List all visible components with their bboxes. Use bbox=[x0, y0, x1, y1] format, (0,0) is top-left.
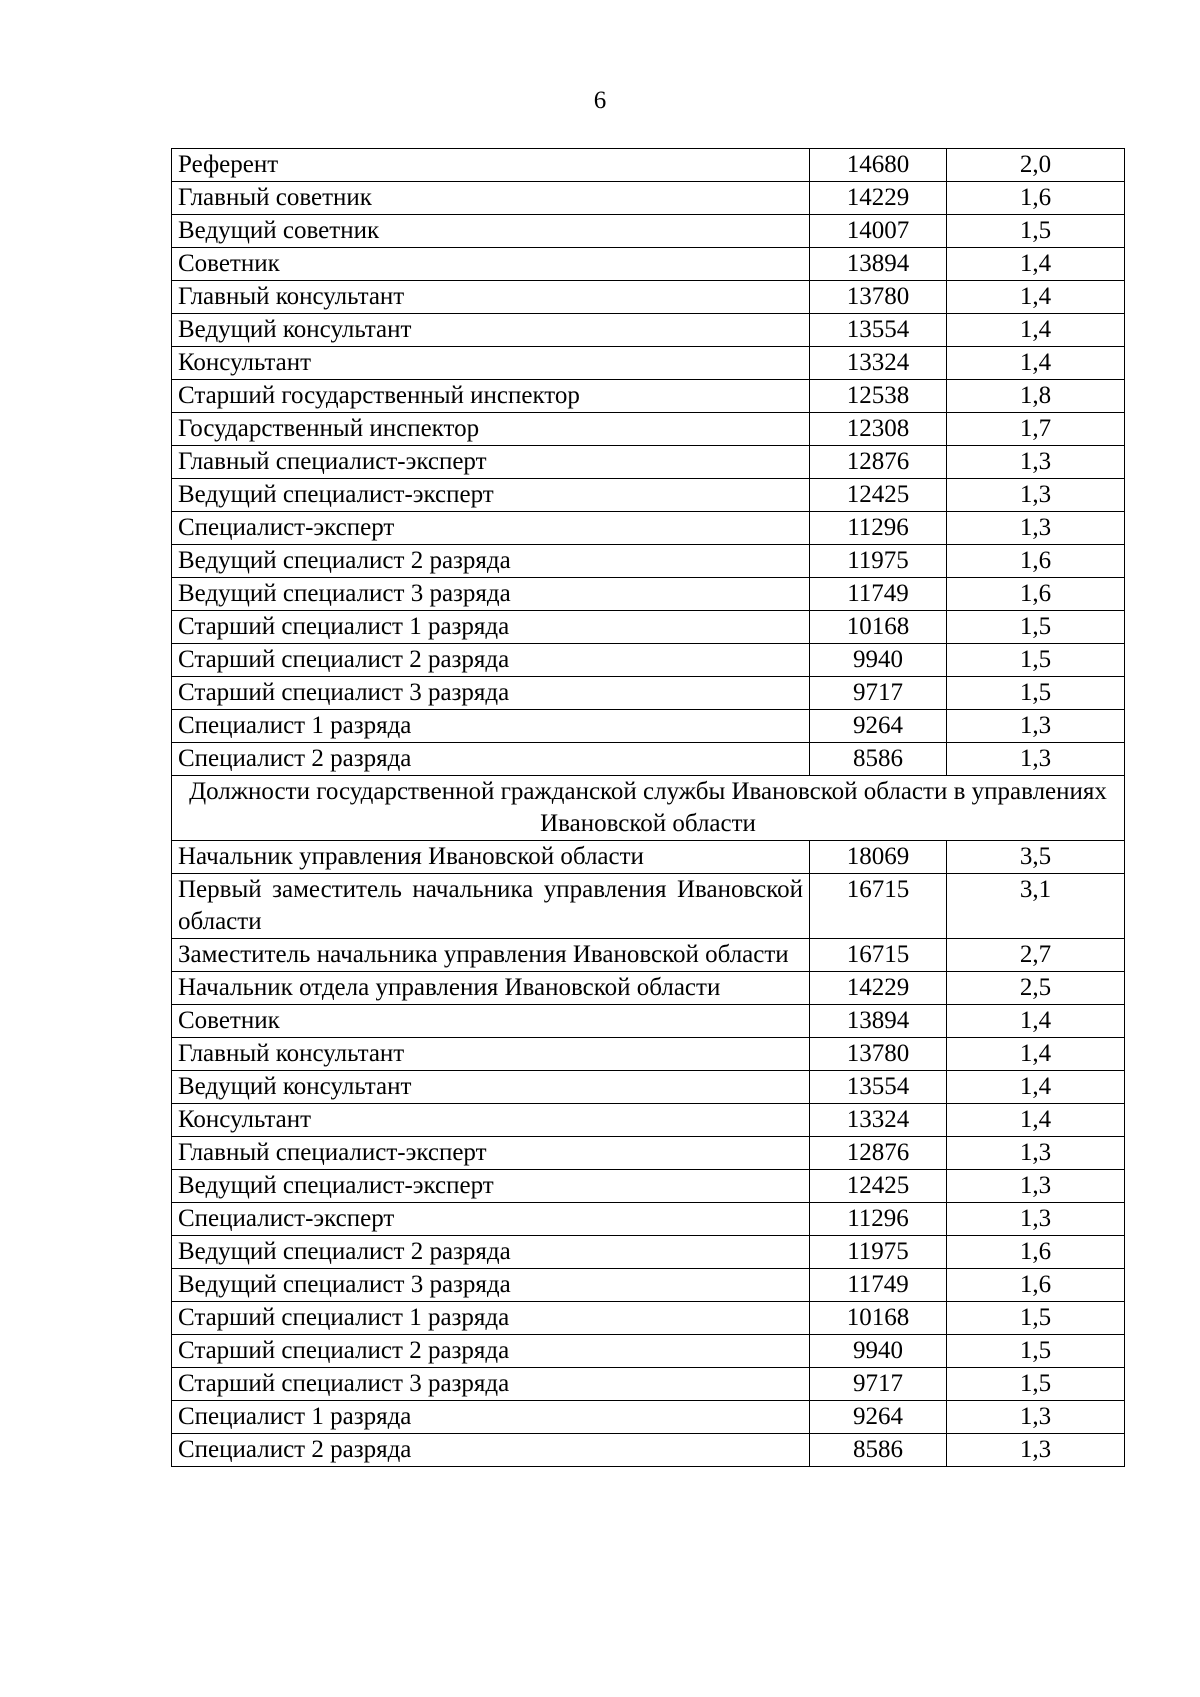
salary-cell: 14007 bbox=[810, 215, 947, 248]
position-cell: Ведущий специалист-эксперт bbox=[172, 1170, 810, 1203]
salary-cell: 12425 bbox=[810, 1170, 947, 1203]
position-cell: Старший специалист 2 разряда bbox=[172, 644, 810, 677]
table-row bbox=[172, 380, 1125, 413]
salary-cell: 12425 bbox=[810, 479, 947, 512]
table-row bbox=[172, 841, 1125, 874]
position-cell: Главный консультант bbox=[172, 281, 810, 314]
table-row bbox=[172, 182, 1125, 215]
table-row bbox=[172, 314, 1125, 347]
coefficient-cell: 1,6 bbox=[947, 182, 1125, 215]
section-header-row bbox=[172, 776, 1125, 841]
positions-table-bottom bbox=[172, 841, 1125, 1467]
table-row bbox=[172, 1434, 1125, 1467]
salary-cell: 11975 bbox=[810, 1236, 947, 1269]
salary-cell: 9717 bbox=[810, 677, 947, 710]
position-cell: Ведущий консультант bbox=[172, 314, 810, 347]
page-number: 6 bbox=[593, 87, 607, 114]
table-row bbox=[172, 644, 1125, 677]
salary-cell: 11296 bbox=[810, 512, 947, 545]
coefficient-cell: 1,5 bbox=[947, 611, 1125, 644]
position-cell: Государственный инспектор bbox=[172, 413, 810, 446]
table-row bbox=[172, 149, 1125, 182]
salary-cell: 14229 bbox=[810, 182, 947, 215]
position-cell: Главный консультант bbox=[172, 1038, 810, 1071]
salary-cell: 13554 bbox=[810, 314, 947, 347]
coefficient-cell: 1,5 bbox=[947, 1368, 1125, 1401]
salary-cell: 11749 bbox=[810, 578, 947, 611]
table-row bbox=[172, 1170, 1125, 1203]
table-row bbox=[172, 710, 1125, 743]
coefficient-cell: 1,6 bbox=[947, 578, 1125, 611]
salary-cell: 12876 bbox=[810, 1137, 947, 1170]
position-cell: Советник bbox=[172, 1005, 810, 1038]
salary-cell: 12308 bbox=[810, 413, 947, 446]
table-row bbox=[172, 446, 1125, 479]
coefficient-cell: 1,6 bbox=[947, 545, 1125, 578]
salary-cell: 14680 bbox=[810, 149, 947, 182]
coefficient-cell: 1,3 bbox=[947, 1170, 1125, 1203]
position-cell: Специалист 1 разряда bbox=[172, 1401, 810, 1434]
table-row bbox=[172, 281, 1125, 314]
coefficient-cell: 1,4 bbox=[947, 314, 1125, 347]
coefficient-cell: 1,3 bbox=[947, 710, 1125, 743]
coefficient-cell: 1,5 bbox=[947, 1335, 1125, 1368]
coefficient-cell: 2,0 bbox=[947, 149, 1125, 182]
table-row bbox=[172, 874, 1125, 939]
table-row bbox=[172, 578, 1125, 611]
position-cell: Ведущий консультант bbox=[172, 1071, 810, 1104]
salary-cell: 8586 bbox=[810, 743, 947, 776]
salary-cell: 16715 bbox=[810, 874, 947, 939]
salary-cell: 12538 bbox=[810, 380, 947, 413]
salary-cell: 8586 bbox=[810, 1434, 947, 1467]
coefficient-cell: 3,5 bbox=[947, 841, 1125, 874]
position-cell: Ведущий специалист 2 разряда bbox=[172, 1236, 810, 1269]
position-cell: Консультант bbox=[172, 1104, 810, 1137]
coefficient-cell: 1,3 bbox=[947, 1401, 1125, 1434]
position-cell: Главный советник bbox=[172, 182, 810, 215]
table-row bbox=[172, 1071, 1125, 1104]
table-row bbox=[172, 1302, 1125, 1335]
position-cell: Специалист 2 разряда bbox=[172, 1434, 810, 1467]
coefficient-cell: 1,3 bbox=[947, 479, 1125, 512]
coefficient-cell: 1,3 bbox=[947, 743, 1125, 776]
salary-cell: 13324 bbox=[810, 347, 947, 380]
position-cell: Ведущий специалист 2 разряда bbox=[172, 545, 810, 578]
coefficient-cell: 1,4 bbox=[947, 1005, 1125, 1038]
coefficient-cell: 1,7 bbox=[947, 413, 1125, 446]
salary-cell: 11296 bbox=[810, 1203, 947, 1236]
coefficient-cell: 1,6 bbox=[947, 1269, 1125, 1302]
salary-cell: 13894 bbox=[810, 248, 947, 281]
table-row bbox=[172, 972, 1125, 1005]
position-cell: Начальник отдела управления Ивановской области bbox=[172, 972, 810, 1005]
salary-cell: 14229 bbox=[810, 972, 947, 1005]
salary-cell: 13780 bbox=[810, 281, 947, 314]
position-cell: Старший специалист 1 разряда bbox=[172, 1302, 810, 1335]
salary-cell: 18069 bbox=[810, 841, 947, 874]
salary-cell: 10168 bbox=[810, 611, 947, 644]
coefficient-cell: 1,4 bbox=[947, 1071, 1125, 1104]
table-row bbox=[172, 248, 1125, 281]
salary-cell: 12876 bbox=[810, 446, 947, 479]
table-row bbox=[172, 545, 1125, 578]
salary-cell: 9264 bbox=[810, 710, 947, 743]
table-row bbox=[172, 1203, 1125, 1236]
table-row bbox=[172, 1038, 1125, 1071]
position-cell: Ведущий специалист 3 разряда bbox=[172, 578, 810, 611]
salary-cell: 9940 bbox=[810, 1335, 947, 1368]
coefficient-cell: 1,3 bbox=[947, 1203, 1125, 1236]
position-cell: Ведущий советник bbox=[172, 215, 810, 248]
position-cell: Старший специалист 3 разряда bbox=[172, 1368, 810, 1401]
coefficient-cell: 1,5 bbox=[947, 677, 1125, 710]
coefficient-cell: 1,8 bbox=[947, 380, 1125, 413]
position-cell: Старший государственный инспектор bbox=[172, 380, 810, 413]
position-cell: Специалист 1 разряда bbox=[172, 710, 810, 743]
position-cell: Советник bbox=[172, 248, 810, 281]
position-cell: Специалист 2 разряда bbox=[172, 743, 810, 776]
coefficient-cell: 1,5 bbox=[947, 1302, 1125, 1335]
coefficient-cell: 2,7 bbox=[947, 939, 1125, 972]
table-row bbox=[172, 1104, 1125, 1137]
positions-table-top bbox=[172, 149, 1125, 776]
position-cell: Главный специалист-эксперт bbox=[172, 446, 810, 479]
table-row bbox=[172, 1335, 1125, 1368]
coefficient-cell: 2,5 bbox=[947, 972, 1125, 1005]
salary-cell: 13324 bbox=[810, 1104, 947, 1137]
salary-cell: 9717 bbox=[810, 1368, 947, 1401]
section-header-group bbox=[172, 776, 1125, 841]
table-row bbox=[172, 1368, 1125, 1401]
table-row bbox=[172, 1005, 1125, 1038]
table-row bbox=[172, 512, 1125, 545]
coefficient-cell: 1,3 bbox=[947, 1434, 1125, 1467]
position-cell: Специалист-эксперт bbox=[172, 1203, 810, 1236]
position-cell: Заместитель начальника управления Ивановской области bbox=[172, 939, 810, 972]
salary-cell: 13894 bbox=[810, 1005, 947, 1038]
salary-cell: 16715 bbox=[810, 939, 947, 972]
salary-cell: 11975 bbox=[810, 545, 947, 578]
position-cell: Начальник управления Ивановской области bbox=[172, 841, 810, 874]
table-row bbox=[172, 1401, 1125, 1434]
position-cell: Старший специалист 3 разряда bbox=[172, 677, 810, 710]
coefficient-cell: 1,4 bbox=[947, 1104, 1125, 1137]
position-cell: Ведущий специалист-эксперт bbox=[172, 479, 810, 512]
position-cell: Старший специалист 2 разряда bbox=[172, 1335, 810, 1368]
coefficient-cell: 1,4 bbox=[947, 347, 1125, 380]
table-row bbox=[172, 1269, 1125, 1302]
table-row bbox=[172, 413, 1125, 446]
position-cell: Первый заместитель начальника управления Ивановской области bbox=[172, 874, 810, 939]
coefficient-cell: 1,5 bbox=[947, 644, 1125, 677]
position-cell: Специалист-эксперт bbox=[172, 512, 810, 545]
positions-table bbox=[171, 148, 1125, 1467]
coefficient-cell: 1,3 bbox=[947, 1137, 1125, 1170]
position-cell: Старший специалист 1 разряда bbox=[172, 611, 810, 644]
table-row bbox=[172, 939, 1125, 972]
coefficient-cell: 1,6 bbox=[947, 1236, 1125, 1269]
coefficient-cell: 1,3 bbox=[947, 512, 1125, 545]
coefficient-cell: 1,3 bbox=[947, 446, 1125, 479]
coefficient-cell: 1,4 bbox=[947, 248, 1125, 281]
coefficient-cell: 1,4 bbox=[947, 1038, 1125, 1071]
table-row bbox=[172, 479, 1125, 512]
salary-cell: 13780 bbox=[810, 1038, 947, 1071]
section-title: Должности государственной гражданской службы Ивановской области в управлениях Ивановской области bbox=[172, 776, 1125, 841]
salary-cell: 9264 bbox=[810, 1401, 947, 1434]
salary-cell: 13554 bbox=[810, 1071, 947, 1104]
table-row bbox=[172, 215, 1125, 248]
salary-cell: 9940 bbox=[810, 644, 947, 677]
coefficient-cell: 1,4 bbox=[947, 281, 1125, 314]
coefficient-cell: 3,1 bbox=[947, 874, 1125, 939]
table-row bbox=[172, 347, 1125, 380]
table-row bbox=[172, 611, 1125, 644]
salary-cell: 10168 bbox=[810, 1302, 947, 1335]
salary-cell: 11749 bbox=[810, 1269, 947, 1302]
position-cell: Консультант bbox=[172, 347, 810, 380]
table-row bbox=[172, 677, 1125, 710]
table-row bbox=[172, 1236, 1125, 1269]
table-row bbox=[172, 743, 1125, 776]
position-cell: Референт bbox=[172, 149, 810, 182]
coefficient-cell: 1,5 bbox=[947, 215, 1125, 248]
position-cell: Главный специалист-эксперт bbox=[172, 1137, 810, 1170]
table-row bbox=[172, 1137, 1125, 1170]
position-cell: Ведущий специалист 3 разряда bbox=[172, 1269, 810, 1302]
